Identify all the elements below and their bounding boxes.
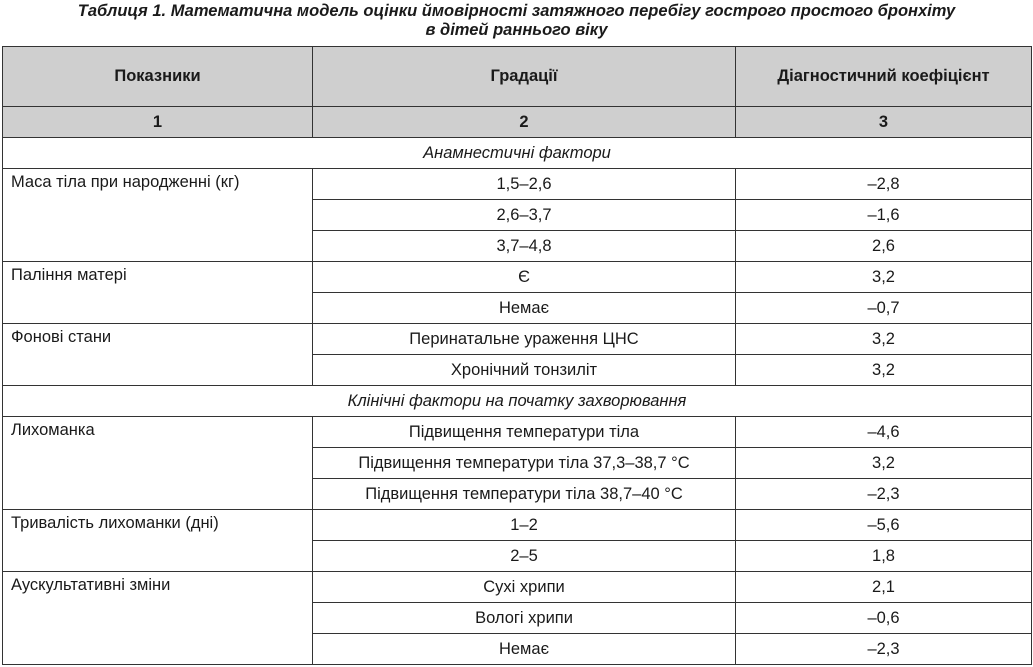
gradation-cell: Є: [313, 262, 736, 293]
table-row: [3, 324, 1032, 355]
coefficient-cell: –2,8: [736, 169, 1032, 200]
gradation-cell: Підвищення температури тіла 38,7–40 °С: [313, 479, 736, 510]
caption-line-2: в дітей раннього віку: [425, 21, 608, 39]
gradation-cell: Підвищення температури тіла: [313, 417, 736, 448]
coefficient-cell: 3,2: [736, 448, 1032, 479]
gradation-cell: 2,6–3,7: [313, 200, 736, 231]
indicator-cell: Паління матері: [3, 262, 313, 324]
gradation-cell: Підвищення температури тіла 37,3–38,7 °С: [313, 448, 736, 479]
gradation-cell: Перинатальне ураження ЦНС: [313, 324, 736, 355]
section-title: Анамнестичні фактори: [3, 138, 1032, 169]
gradation-cell: Немає: [313, 293, 736, 324]
indicator-cell: Тривалість лихоманки (дні): [3, 510, 313, 572]
table-row: [3, 262, 1032, 293]
table-body: [3, 138, 1032, 665]
indicator-cell: Фонові стани: [3, 324, 313, 386]
section-row: [3, 138, 1032, 169]
gradation-cell: Сухі хрипи: [313, 572, 736, 603]
column-number-1: 1: [3, 107, 313, 138]
table-row: [3, 572, 1032, 603]
header-coefficient: Діагностичний коефіцієнт: [736, 47, 1032, 107]
coefficient-cell: 3,2: [736, 355, 1032, 386]
table-row: [3, 169, 1032, 200]
coefficient-cell: –0,6: [736, 603, 1032, 634]
column-number-3: 3: [736, 107, 1032, 138]
section-title: Клінічні фактори на початку захворювання: [3, 386, 1032, 417]
gradation-cell: 1–2: [313, 510, 736, 541]
coefficient-cell: 2,6: [736, 231, 1032, 262]
coefficient-cell: –2,3: [736, 479, 1032, 510]
header-gradations: Градації: [313, 47, 736, 107]
section-row: [3, 386, 1032, 417]
gradation-cell: 1,5–2,6: [313, 169, 736, 200]
table-row: [3, 510, 1032, 541]
table-caption: [0, 0, 1033, 46]
gradation-cell: Вологі хрипи: [313, 603, 736, 634]
coefficient-cell: –5,6: [736, 510, 1032, 541]
coefficient-cell: 3,2: [736, 262, 1032, 293]
column-number-2: 2: [313, 107, 736, 138]
gradation-cell: Хронічний тонзиліт: [313, 355, 736, 386]
gradation-cell: Немає: [313, 634, 736, 665]
indicator-cell: Лихоманка: [3, 417, 313, 510]
gradation-cell: 2–5: [313, 541, 736, 572]
coefficient-cell: 3,2: [736, 324, 1032, 355]
coefficient-cell: 1,8: [736, 541, 1032, 572]
coefficient-cell: –2,3: [736, 634, 1032, 665]
indicator-cell: Маса тіла при народженні (кг): [3, 169, 313, 262]
gradation-cell: 3,7–4,8: [313, 231, 736, 262]
coefficient-cell: 2,1: [736, 572, 1032, 603]
indicator-cell: Аускультативні зміни: [3, 572, 313, 665]
coefficient-cell: –1,6: [736, 200, 1032, 231]
column-number-row: [3, 107, 1032, 138]
caption-line-1: Таблиця 1. Математична модель оцінки ймовірності затяжного перебігу гострого простого бронхіту: [77, 2, 956, 20]
coefficient-cell: –0,7: [736, 293, 1032, 324]
header-indicators: Показники: [3, 47, 313, 107]
table-row: [3, 417, 1032, 448]
data-table: [2, 46, 1032, 665]
coefficient-cell: –4,6: [736, 417, 1032, 448]
header-row: [3, 47, 1032, 107]
